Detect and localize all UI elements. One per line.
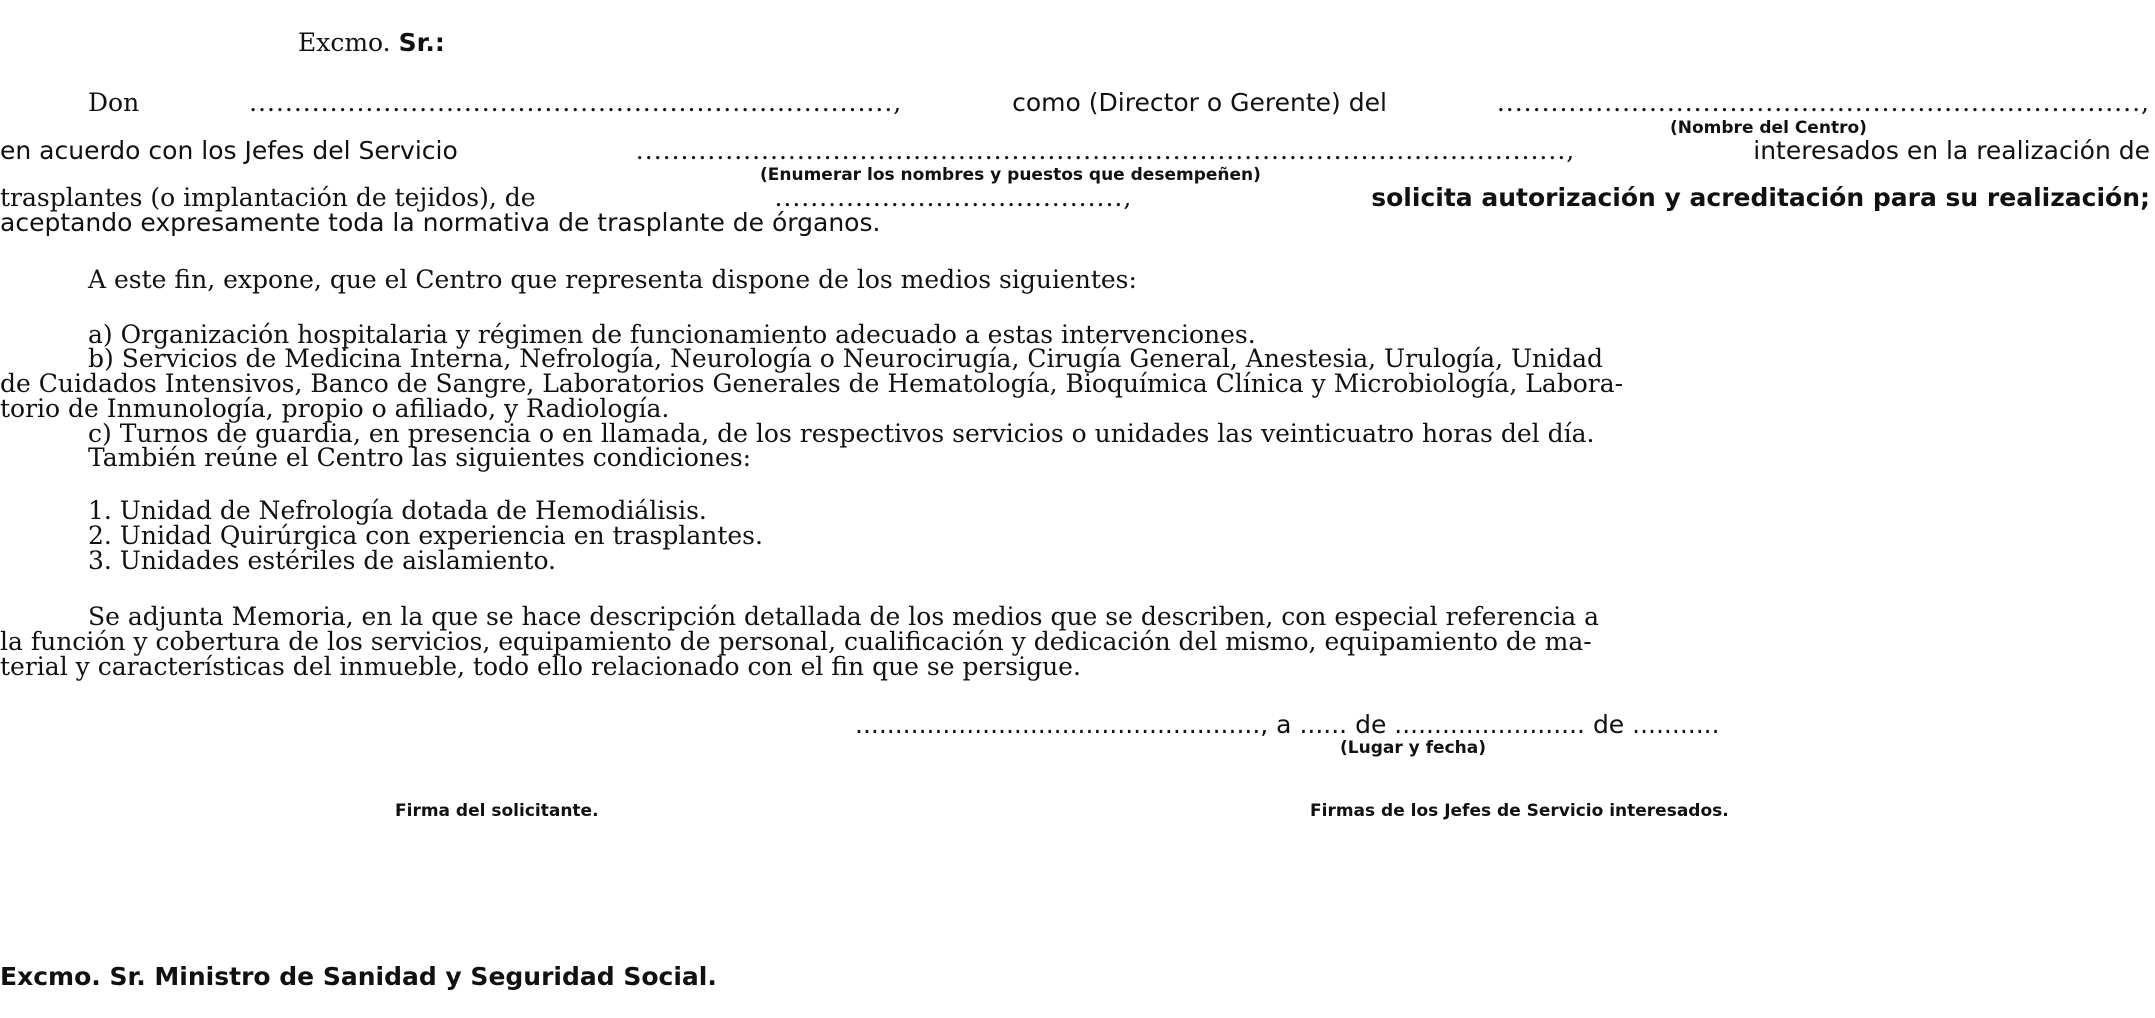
don-label: Don bbox=[88, 88, 140, 117]
line-acuerdo bbox=[0, 136, 2150, 166]
note-lugar-fecha: (Lugar y fecha) bbox=[1340, 738, 1486, 758]
salutation-prefix: Excmo. bbox=[298, 28, 399, 57]
trasplantes-end: solicita autorización y acreditación para su realización; bbox=[1371, 183, 2150, 212]
date-line: ..................................................., a ...... de ........................ de ........... bbox=[855, 710, 1720, 739]
trasplantes-start: trasplantes (o implantación de tejidos), de bbox=[0, 183, 536, 212]
centro-dots: ........................................................................, bbox=[1496, 88, 2150, 117]
line-don bbox=[88, 88, 2150, 118]
salutation bbox=[298, 28, 445, 58]
intro-text: A este fin, expone, que el Centro que representa dispone de los medios siguientes: bbox=[88, 265, 1137, 294]
addressee: Excmo. Sr. Ministro de Sanidad y Seguridad Social. bbox=[0, 962, 717, 991]
condition-3: 3. Unidades estériles de aislamiento. bbox=[88, 546, 557, 575]
memoria-line2: la función y cobertura de los servicios, equipamiento de personal, cualificación y dedicación del mismo, equipamiento de ma- bbox=[0, 627, 1592, 656]
salutation-bold: Sr.: bbox=[398, 28, 445, 57]
memoria-line1: Se adjunta Memoria, en la que se hace descripción detallada de los medios que se describen, con especial referencia a bbox=[88, 602, 1599, 631]
item-a: a) Organización hospitalaria y régimen de funcionamiento adecuado a estas intervenciones. bbox=[88, 320, 1256, 349]
note-enumerar: (Enumerar los nombres y puestos que desempeñen) bbox=[760, 165, 1261, 185]
condition-1: 1. Unidad de Nefrología dotada de Hemodiálisis. bbox=[88, 496, 707, 525]
director-label: como (Director o Gerente) del bbox=[1012, 88, 1387, 117]
tambien-text: También reúne el Centro las siguientes condiciones: bbox=[88, 443, 752, 472]
acuerdo-end: interesados en la realización de bbox=[1753, 136, 2150, 165]
firma-solicitante: Firma del solicitante. bbox=[395, 801, 599, 821]
memoria-line3: terial y características del inmueble, todo ello relacionado con el fin que se persigue. bbox=[0, 652, 1081, 681]
item-b-line2: de Cuidados Intensivos, Banco de Sangre, Laboratorios Generales de Hematología, Bioquímica Clínica y Microbiología, Labora- bbox=[0, 369, 1624, 398]
item-b-line3: torio de Inmunología, propio o afiliado, y Radiología. bbox=[0, 394, 670, 423]
item-c: c) Turnos de guardia, en presencia o en llamada, de los respectivos servicios o unidades las veinticuatro horas del día. bbox=[88, 419, 1595, 448]
line-aceptando: aceptando expresamente toda la normativa de trasplante de órganos. bbox=[0, 208, 881, 237]
acuerdo-start: en acuerdo con los Jefes del Servicio bbox=[0, 136, 458, 165]
firmas-jefes: Firmas de los Jefes de Servicio interesados. bbox=[1310, 801, 1729, 821]
condition-2: 2. Unidad Quirúrgica con experiencia en trasplantes. bbox=[88, 521, 763, 550]
trasplantes-dots: ......................................., bbox=[774, 183, 1133, 212]
item-b-line1: b) Servicios de Medicina Interna, Nefrología, Neurología o Neurocirugía, Cirugía General, Anestesia, Urulogía, Unidad bbox=[88, 344, 1604, 373]
don-dots: ........................................................................, bbox=[249, 88, 903, 117]
acuerdo-dots: ........................................................................................................, bbox=[635, 136, 1576, 165]
note-nombre-centro: (Nombre del Centro) bbox=[1670, 118, 1867, 138]
